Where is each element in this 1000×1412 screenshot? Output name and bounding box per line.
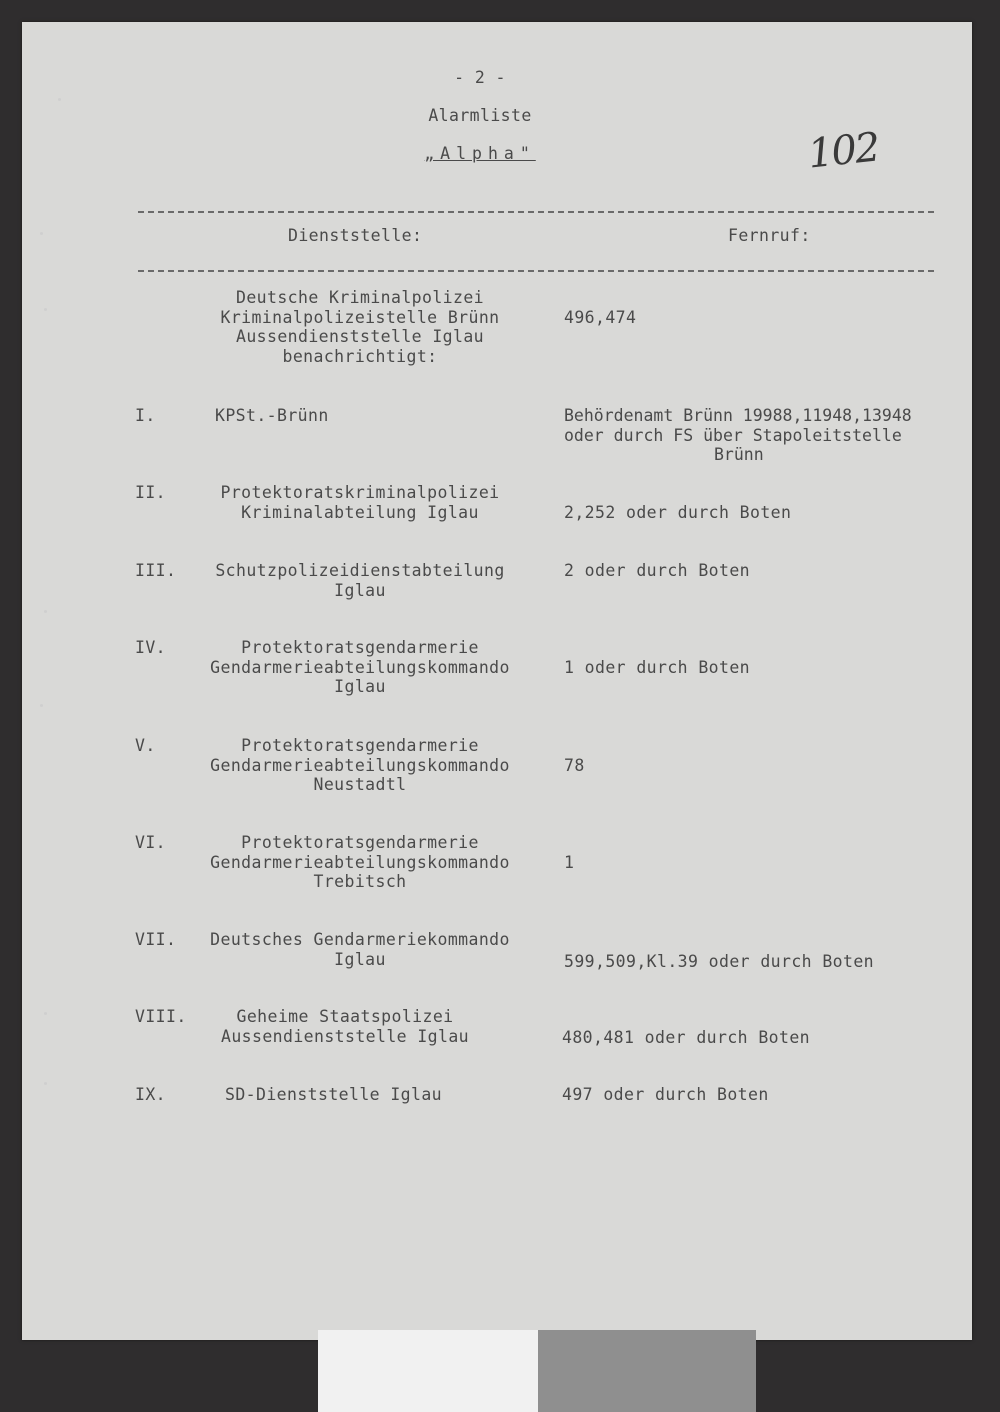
- header-rule-bottom: [138, 270, 934, 272]
- entry-office: Schutzpolizeidienstabteilung Iglau: [215, 561, 505, 600]
- entry-number: IX.: [135, 1085, 167, 1104]
- margin-speck: [58, 98, 61, 101]
- document-subtitle: „Alpha": [424, 144, 536, 163]
- entry-phone: 1 oder durch Boten: [564, 658, 751, 677]
- intro-phone: 496,474: [564, 308, 637, 327]
- handwritten-folio-number: 102: [805, 124, 881, 178]
- entry-number: IV.: [135, 638, 167, 657]
- header-rule-top: [138, 211, 934, 213]
- header-office: Dienststelle:: [288, 226, 423, 245]
- entry-phone: 2,252 oder durch Boten: [564, 503, 792, 522]
- margin-speck: [44, 1012, 47, 1015]
- paper-sheet: [22, 22, 972, 1340]
- intro-office: Deutsche Kriminalpolizei Kriminalpolizeistelle Brünn Aussendienststelle Iglau benachrichtigt:: [220, 288, 500, 366]
- entry-phone: Behördenamt Brünn 19988,11948,13948 oder durch FS über Stapoleitstelle Brünn: [564, 406, 912, 464]
- calibration-strip-gray: [538, 1330, 756, 1412]
- header-phone: Fernruf:: [728, 226, 811, 245]
- margin-speck: [40, 232, 43, 235]
- margin-speck: [44, 1082, 47, 1085]
- entry-office: Protektoratsgendarmerie Gendarmerieabteilungskommando Iglau: [210, 638, 510, 696]
- margin-speck: [44, 308, 47, 311]
- entry-number: VII.: [135, 930, 177, 949]
- entry-office: Protektoratsgendarmerie Gendarmerieabteilungskommando Trebitsch: [210, 833, 510, 891]
- page-number: - 2 -: [454, 68, 506, 87]
- entry-office: Protektoratsgendarmerie Gendarmerieabteilungskommando Neustadtl: [210, 736, 510, 794]
- entry-number: II.: [135, 483, 167, 502]
- entry-phone: 1: [564, 853, 575, 872]
- entry-office: Deutsches Gendarmeriekommando Iglau: [210, 930, 510, 969]
- entry-phone: 599,509,Kl.39 oder durch Boten: [564, 952, 875, 971]
- entry-number: VIII.: [135, 1007, 187, 1026]
- entry-number: VI.: [135, 833, 167, 852]
- entry-number: III.: [135, 561, 177, 580]
- entry-office: Geheime Staatspolizei Aussendienststelle Iglau: [220, 1007, 469, 1046]
- entry-office: SD-Dienststelle Iglau: [225, 1085, 443, 1104]
- entry-office: KPSt.-Brünn: [215, 406, 329, 425]
- entry-office: Protektoratskriminalpolizei Kriminalabteilung Iglau: [220, 483, 500, 522]
- entry-phone: 78: [564, 756, 585, 775]
- entry-phone: 497 oder durch Boten: [562, 1085, 769, 1104]
- calibration-strip-white: [318, 1330, 538, 1412]
- entry-phone: 2 oder durch Boten: [564, 561, 751, 580]
- document-title: Alarmliste: [428, 106, 532, 125]
- entry-phone: 480,481 oder durch Boten: [562, 1028, 811, 1047]
- margin-speck: [44, 610, 47, 613]
- entry-number: I.: [135, 406, 156, 425]
- margin-speck: [40, 704, 43, 707]
- entry-number: V.: [135, 736, 156, 755]
